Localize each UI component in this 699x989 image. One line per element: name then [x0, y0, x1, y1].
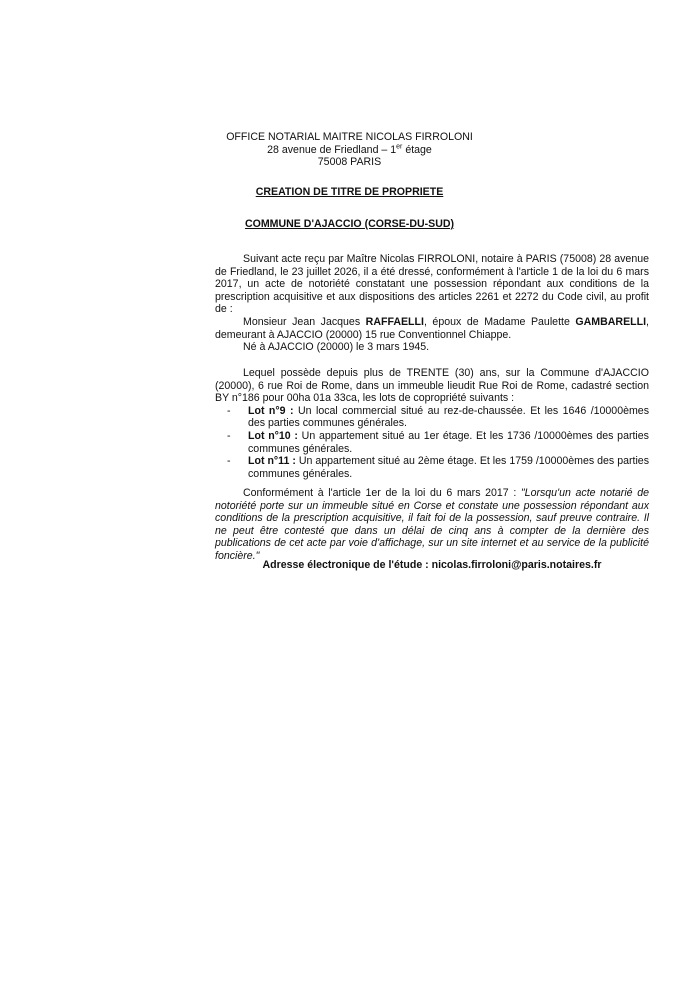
lot-label: Lot n°11 : [248, 455, 296, 468]
possession-block [215, 367, 649, 480]
intro-text: Suivant acte reçu par Maître Nicolas FIRROLONI, notaire à PARIS (75008) 28 avenue de Friedland, le 23 juillet 2026, il a été dressé, conformément à l'article 1 de la loi du 6 mars 2017, un acte de notoriété constatant une possession répondant aux conditions de la prescription acquisitive et aux dispositions des articles 2261 et 2272 du Code civil, au profit de : [215, 253, 649, 316]
law-text: Conformément à l'article 1er de la loi du 6 mars 2017 : "Lorsqu'un acte notarié de notoriété porte sur un immeuble situé en Corse et constate une possession répondant aux conditions de la prescription acquisitive, il fait foi de la possession, sauf preuve contraire. Il ne peut être contesté que dans un délai de cinq ans à compter de la dernière des publications de cet acte par voie d'affichage, sur un site internet et au service de la publicité foncière." [215, 487, 649, 562]
list-item: - Lot n°11 : Un appartement situé au 2ème étage. Et les 1759 /10000èmes des parties communes générales. [227, 455, 649, 480]
office-name: OFFICE NOTARIAL MAITRE NICOLAS FIRROLONI [226, 131, 473, 143]
law-quote: "Lorsqu'un acte notarié de notoriété porte sur un immeuble situé en Corse et constate une possession répondant aux conditions de la prescription acquisitive, il fait foi de la possession, sauf preuve contraire. Il ne peut être contesté que dans un délai de cinq ans à compter de la dernière des publications de cet acte par voie d'affichage, sur un site internet et au service de la publicité foncière." [215, 487, 649, 562]
list-dash: - [227, 429, 231, 442]
list-item: - Lot n°10 : Un appartement situé au 1er étage. Et les 1736 /10000èmes des parties communes générales. [227, 429, 649, 455]
birth-text: Né à AJACCIO (20000) le 3 mars 1945. [243, 341, 430, 354]
possession-text: Lequel possède depuis plus de TRENTE (30) ans, sur la Commune d'AJACCIO (20000), 6 rue Roi de Rome, dans un immeuble lieudit Rue Roi de Rome, cadastré section BY n°186 pour 00ha 01a 33ca, les lots de copropriété suivants : [215, 367, 649, 405]
beneficiary-surname: RAFFAELLI [365, 316, 424, 328]
commune-heading: COMMUNE D'AJACCIO (CORSE-DU-SUD) [244, 218, 455, 230]
lot-label: Lot n°10 : [248, 429, 298, 442]
intro-paragraph [215, 253, 649, 316]
office-address: 28 avenue de Friedland – 1er étage [267, 143, 432, 156]
spouse-surname: GAMBARELLI [575, 316, 647, 328]
contact-line: Adresse électronique de l'étude : nicolas.firroloni@paris.notaires.fr [262, 559, 602, 571]
document-title: CREATION DE TITRE DE PROPRIETE [255, 186, 444, 198]
law-block [215, 487, 649, 563]
beneficiary-text: Monsieur Jean Jacques RAFFAELLI, époux de Madame Paulette GAMBARELLI, demeurant à AJACCIO (20000) 15 rue Conventionnel Chiappe. [215, 316, 649, 341]
lots-list [215, 405, 649, 481]
lot-label: Lot n°9 : [248, 404, 294, 417]
beneficiary-block [215, 316, 649, 354]
list-dash: - [227, 404, 231, 417]
office-header [0, 131, 699, 169]
list-dash: - [227, 455, 231, 468]
office-city: 75008 PARIS [317, 156, 382, 169]
list-item: - Lot n°9 : Un local commercial situé au rez-de-chaussée. Et les 1646 /10000èmes des parties communes générales. [227, 404, 649, 430]
